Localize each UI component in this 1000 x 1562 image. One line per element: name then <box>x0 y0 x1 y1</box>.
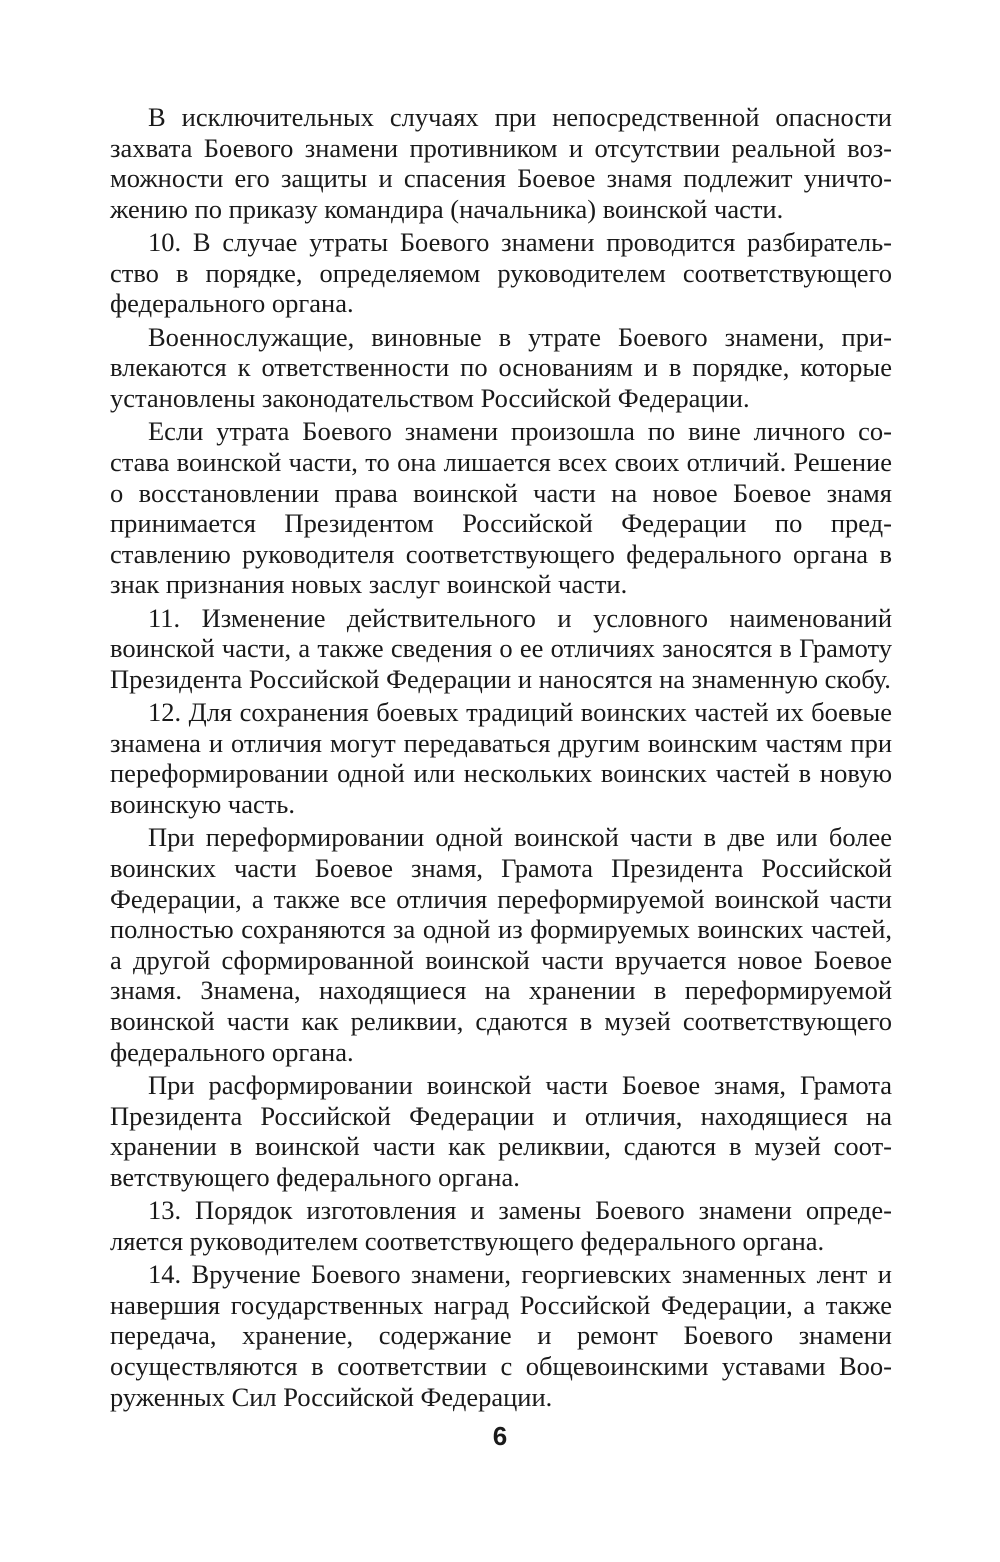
paragraph-10-investigation: 10. В случае утраты Боевого знамени проводится разбирательство в порядке, определяемом руководителем соответствующего федерального органа. <box>110 227 892 319</box>
paragraph-13-manufacture: 13. Порядок изготовления и замены Боевого знамени определяется руководителем соответствующего федерального органа. <box>110 1195 892 1256</box>
paragraph-liability: Военнослужащие, виновные в утрате Боевого знамени, привлекаются к ответственности по основаниям и в порядке, которые установлены законодательством Российской Федерации. <box>110 321 892 413</box>
paragraph-14-presentation: 14. Вручение Боевого знамени, георгиевских знаменных лент и навершия государственных наград Российской Федерации, а также передача, хранение, содержание и ремонт Боевого знамени осуществляются в соответствии с общевоинскими уставами Вооруженных Сил Российской Федерации. <box>110 1259 892 1412</box>
paragraph-loss-of-distinctions: Если утрата Боевого знамени произошла по вине личного состава воинской части, то она лишается всех своих отличий. Решение о восстановлении права воинской части на новое Боевое знамя принимается Президентом Российской Федерации по представлению руководителя соответствующего федерального органа в знак признания новых заслуг воинской части. <box>110 416 892 600</box>
document-body <box>110 102 892 1415</box>
paragraph-destruction-order: В исключительных случаях при непосредственной опасности захвата Боевого знамени противником и отсутствии реальной возможности его защиты и спасения Боевое знамя подлежит уничтожению по приказу командира (начальника) воинской части. <box>110 102 892 224</box>
paragraph-reformation: При переформировании одной воинской части в две или более воинских части Боевое знамя, Грамота Президента Российской Федерации, а также все отличия переформируемой воинской части полностью сохраняются за одной из формируемых воинских частей, а другой сформированной воинской части вручается новое Боевое знамя. Знамена, находящиеся на хранении в переформируемой воинской части как реликвии, сдаются в музей соответствующего федерального органа. <box>110 822 892 1067</box>
paragraph-12-traditions: 12. Для сохранения боевых традиций воинских частей их боевые знамена и отличия могут передаваться другим воинским частям при переформировании одной или нескольких воинских частей в новую воинскую часть. <box>110 697 892 820</box>
paragraph-disbandment: При расформировании воинской части Боевое знамя, Грамота Президента Российской Федерации и отличия, находящиеся на хранении в воинской части как реликвии, сдаются в музей соответствующего федерального органа. <box>110 1069 892 1192</box>
page-number: 6 <box>492 1421 508 1451</box>
paragraph-11-name-changes: 11. Изменение действительного и условного наименований воинской части, а также сведения о ее отличиях заносятся в Грамоту Президента Российской Федерации и наносятся на знаменную скобу. <box>110 602 892 694</box>
